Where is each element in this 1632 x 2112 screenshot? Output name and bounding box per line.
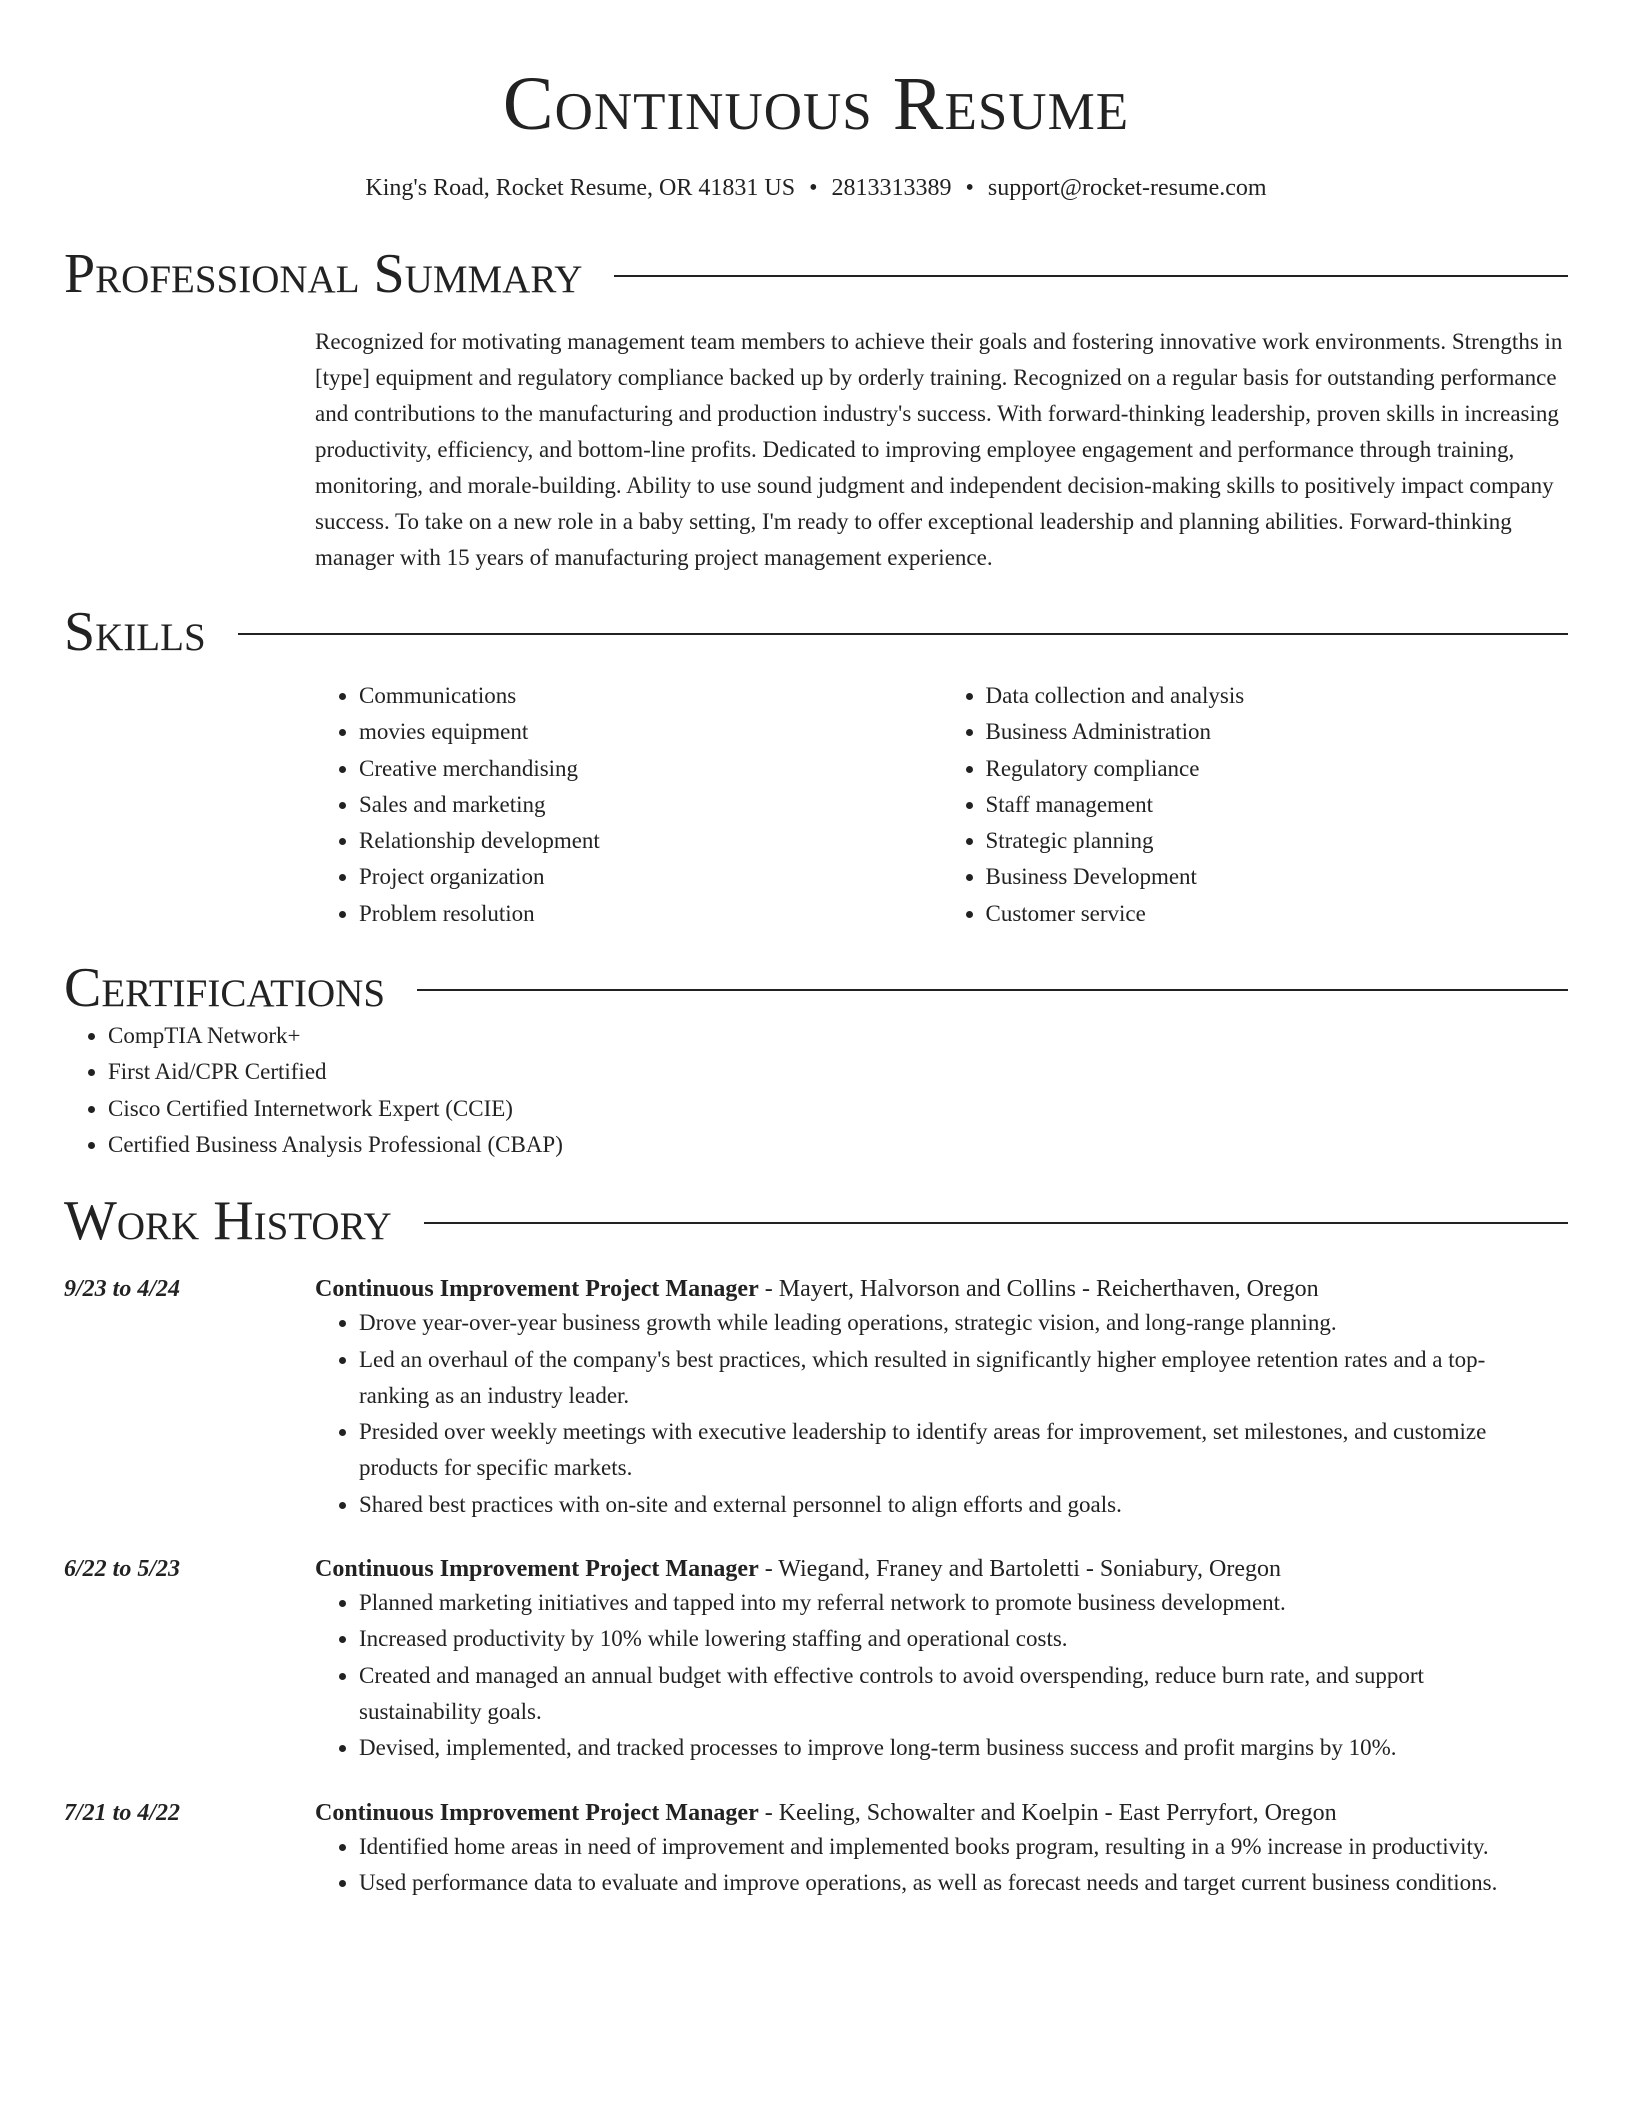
- job-title: Continuous Improvement Project Manager: [315, 1799, 759, 1826]
- job-responsibilities: [315, 1585, 1568, 1766]
- skill-item: • Creative merchandising: [359, 751, 942, 787]
- section-divider: [424, 1222, 1568, 1224]
- section-divider: [614, 275, 1568, 277]
- job-dates: 7/21 to 4/22: [64, 1799, 181, 1826]
- section-header-skills: [64, 602, 1568, 662]
- skill-item: • Strategic planning: [986, 823, 1569, 859]
- job-title: Continuous Improvement Project Manager: [315, 1556, 759, 1583]
- skill-item: • Project organization: [359, 859, 942, 895]
- skills-column-right: [942, 678, 1569, 932]
- skills-list: [315, 678, 1568, 932]
- section-divider: [238, 633, 1568, 635]
- job-heading: [315, 1797, 1568, 1829]
- section-header-work-history: [64, 1191, 1568, 1251]
- skill-item: • Business Development: [986, 859, 1569, 895]
- job-company-location: - Keeling, Schowalter and Koelpin - East Perryfort, Oregon: [758, 1799, 1337, 1826]
- section-title-certifications: Certifications: [64, 957, 386, 1020]
- certification-item: • CompTIA Network+: [108, 1018, 1568, 1054]
- contact-email: support@rocket-resume.com: [987, 175, 1267, 201]
- summary-text: Recognized for motivating management team members to achieve their goals and fostering innovative work environments. Strengths in [type] equipment and regulatory compliance backed up by orderly training. Recognized on a regular basis for outstanding performance and contributions to the manufacturing and production industry's success. With forward-thinking leadership, proven skills in increasing productivity, efficiency, and bottom-line profits. Dedicated to improving employee engagement and performance through training, monitoring, and morale-building. Ability to use sound judgment and independent decision-making skills to positively impact company success. To take on a new role in a baby setting, I'm ready to offer exceptional leadership and planning abilities. Forward-thinking manager with 15 years of manufacturing project management experience.: [315, 329, 1563, 570]
- job-bullet: • Presided over weekly meetings with executive leadership to identify areas for improvement, set milestones, and customize products for specific markets.: [359, 1414, 1548, 1487]
- section-title-summary: Professional Summary: [64, 243, 583, 305]
- job-dates: 6/22 to 5/23: [64, 1556, 181, 1583]
- skill-item: • Customer service: [986, 896, 1569, 932]
- job-entry: [64, 1797, 1568, 1902]
- section-header-certifications: [64, 958, 1568, 1018]
- job-bullet: • Created and managed an annual budget with effective controls to avoid overspending, reduce burn rate, and support sustainability goals.: [359, 1658, 1548, 1731]
- job-responsibilities: [315, 1305, 1568, 1523]
- skill-item: • Regulatory compliance: [986, 751, 1569, 787]
- job-company-location: - Wiegand, Franey and Bartoletti - Soniabury, Oregon: [758, 1556, 1281, 1583]
- section-title-skills: Skills: [64, 601, 206, 663]
- skill-item: • movies equipment: [359, 714, 942, 750]
- job-bullet: • Identified home areas in need of improvement and implemented books program, resulting in a 9% increase in productivity.: [359, 1829, 1548, 1865]
- certification-item: • First Aid/CPR Certified: [108, 1054, 1568, 1090]
- certifications-list: [64, 1018, 1568, 1163]
- skill-item: • Business Administration: [986, 714, 1569, 750]
- contact-phone: 2813313389: [831, 175, 952, 201]
- job-company-location: - Mayert, Halvorson and Collins - Reicherthaven, Oregon: [758, 1276, 1319, 1303]
- job-entry: [64, 1553, 1568, 1766]
- job-details: [315, 1273, 1568, 1523]
- skill-item: • Sales and marketing: [359, 787, 942, 823]
- job-bullet: • Devised, implemented, and tracked processes to improve long-term business success and profit margins by 10%.: [359, 1730, 1548, 1766]
- section-divider: [417, 989, 1568, 991]
- job-bullet: • Planned marketing initiatives and tapped into my referral network to promote business development.: [359, 1585, 1548, 1621]
- skill-item: • Data collection and analysis: [986, 678, 1569, 714]
- contact-separator: •: [965, 175, 974, 201]
- certification-item: • Cisco Certified Internetwork Expert (CCIE): [108, 1091, 1568, 1127]
- section-header-summary: [64, 244, 1568, 304]
- contact-address: King's Road, Rocket Resume, OR 41831 US: [365, 175, 796, 201]
- skill-item: • Problem resolution: [359, 896, 942, 932]
- job-heading: [315, 1273, 1568, 1305]
- contact-separator: •: [809, 175, 818, 201]
- job-bullet: • Increased productivity by 10% while lowering staffing and operational costs.: [359, 1621, 1548, 1657]
- skill-item: • Communications: [359, 678, 942, 714]
- job-dates: 9/23 to 4/24: [64, 1276, 181, 1303]
- job-heading: [315, 1553, 1568, 1585]
- contact-info: [64, 172, 1568, 204]
- section-title-work-history: Work History: [64, 1190, 392, 1253]
- job-bullet: • Drove year-over-year business growth while leading operations, strategic vision, and long-range planning.: [359, 1305, 1548, 1341]
- skill-item: • Staff management: [986, 787, 1569, 823]
- skill-item: • Relationship development: [359, 823, 942, 859]
- job-entry: [64, 1273, 1568, 1523]
- job-responsibilities: [315, 1829, 1568, 1902]
- skills-column-left: [315, 678, 942, 932]
- job-bullet: • Used performance data to evaluate and improve operations, as well as forecast needs and target current business conditions.: [359, 1865, 1548, 1901]
- job-bullet: • Shared best practices with on-site and external personnel to align efforts and goals.: [359, 1487, 1548, 1523]
- job-bullet: • Led an overhaul of the company's best practices, which resulted in significantly higher employee retention rates and a top-ranking as an industry leader.: [359, 1342, 1548, 1415]
- job-details: [315, 1553, 1568, 1766]
- job-details: [315, 1797, 1568, 1902]
- resume-name: Continuous Resume: [502, 62, 1130, 146]
- job-title: Continuous Improvement Project Manager: [315, 1276, 759, 1303]
- certification-item: • Certified Business Analysis Professional (CBAP): [108, 1127, 1568, 1163]
